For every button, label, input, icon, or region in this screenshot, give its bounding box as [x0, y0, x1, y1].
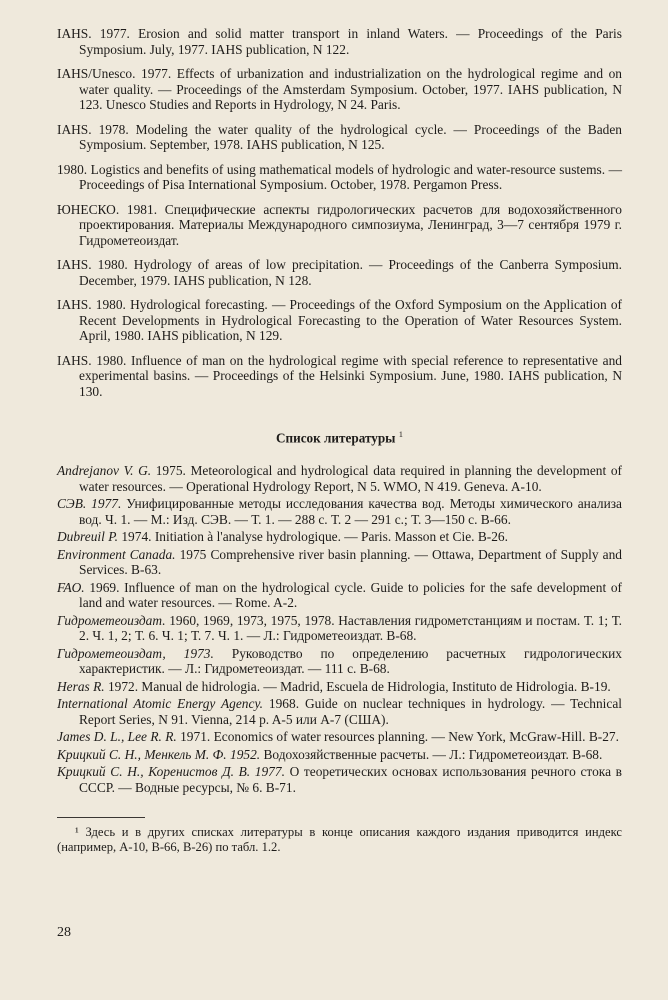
reference-author: James D. L., Lee R. R.: [57, 729, 177, 745]
reference-entry: [57, 613, 622, 644]
reference-entry: [57, 529, 622, 545]
reference-author: FAO.: [57, 579, 85, 595]
reference-entry: [57, 162, 622, 193]
reference-text: Водохозяйственные расчеты. — Л.: Гидрометеоиздат. B-68.: [260, 746, 603, 762]
reference-entry: [57, 496, 622, 527]
reference-text: 1971. Economics of water resources planning. — New York, McGraw-Hill. B-27.: [176, 729, 619, 745]
reference-author: Andrejanov V. G.: [57, 463, 152, 479]
reference-entry: [57, 646, 622, 677]
reference-author: Гидрометеоиздат.: [57, 612, 166, 628]
reference-entry: [57, 202, 622, 249]
reference-text: IAHS. 1978. Modeling the water quality of the hydrological cycle. — Proceedings of the Baden Symposium. September, 1978. IAHS publication, N 125.: [57, 121, 622, 152]
reference-text: Унифицированные методы исследования качества вод. Методы химического анализа вод. Ч. 1. — М.: Изд. СЭВ. — Т. 1. — 288 с. Т. 2 — 291 с.; Т. 3—150 с. B-66.: [79, 496, 622, 527]
reference-text: IAHS. 1980. Hydrological forecasting. — Proceedings of the Oxford Symposium on the Application of Recent Developments in Hydrological Forecasting to the Operation of Water Resources System. April, 1980. IAHS piblication, N 129.: [57, 297, 622, 343]
reference-entry: [57, 729, 622, 745]
footnote-divider: [57, 817, 145, 818]
reference-entry: [57, 353, 622, 400]
reference-author: Крицкий С. Н., Коренистов Д. В. 1977.: [57, 764, 285, 780]
reference-text: ЮНЕСКО. 1981. Специфические аспекты гидрологических расчетов для водохозяйственного проектирования. Материалы Международного симпозиума, Ленинград, 3—7 сентября 1979 г. Гидрометеоиздат.: [57, 201, 622, 248]
reference-author: Environment Canada.: [57, 546, 176, 562]
reference-text: 1972. Manual de hidrologia. — Madrid, Escuela de Hidrologia, Instituto de Hidrologia. B-19.: [104, 678, 611, 694]
reference-text: О теоретических основах использования речного стока в СССР. — Водные ресурсы, № 6. B-71.: [79, 764, 623, 795]
reference-text: 1975 Comprehensive river basin planning. — Ottawa, Department of Supply and Services. B-63.: [79, 546, 623, 578]
reference-author: Dubreuil P.: [57, 529, 119, 545]
page-number: 28: [57, 925, 71, 940]
reference-entry: [57, 679, 622, 695]
reference-entry: [57, 26, 622, 57]
reference-entry: [57, 764, 622, 795]
reference-entry: [57, 297, 622, 344]
section-title: [57, 429, 622, 446]
references-continued: [57, 26, 622, 399]
reference-entry: [57, 463, 622, 494]
reference-text: 1969. Influence of man on the hydrological cycle. Guide to policies for the safe development of land and water resources. — Rome. A-2.: [79, 579, 622, 611]
section-title-text: Список литературы: [275, 430, 396, 446]
reference-text: IAHS. 1977. Erosion and solid matter transport in inland Waters. — Proceedings of the Paris Symposium. July, 1977. IAHS publication, N 122.: [57, 26, 622, 57]
reference-entry: [57, 696, 622, 727]
reference-author: Гидрометеоиздат, 1973.: [57, 645, 214, 661]
reference-list: [57, 463, 622, 795]
reference-text: 1974. Initiation à l'analyse hydrologique. — Paris. Masson et Cie. B-26.: [118, 529, 508, 545]
footnote-marker: 1: [398, 429, 404, 439]
reference-author: Крицкий С. Н., Менкель М. Ф. 1952.: [57, 746, 261, 762]
reference-entry: [57, 257, 622, 288]
reference-entry: [57, 66, 622, 113]
reference-text: 1968. Guide on nuclear techniques in hydrology. — Technical Report Series, N 91. Vienna, 214 p. A-5 или A-7 (США).: [79, 696, 622, 727]
reference-text: IAHS. 1980. Influence of man on the hydrological regime with special reference to representative and experimental basins. — Proceedings of the Helsinki Symposium. June, 1980. IAHS publication, N 130.: [57, 352, 622, 399]
reference-entry: [57, 122, 622, 153]
reference-author: International Atomic Energy Agency.: [57, 696, 264, 712]
reference-text: 1960, 1969, 1973, 1975, 1978. Наставления гидрометстанциям и постам. Т. 1; Т. 2. Ч. 1, 2; Т. 6. Ч. 1; Т. 7. Ч. 1. — Л.: Гидрометеоиздат. B-68.: [79, 612, 622, 644]
reference-text: Руководство по определению расчетных гидрологических характеристик. — Л.: Гидрометеоиздат. — 111 с. B-68.: [79, 645, 622, 677]
reference-text: IAHS. 1980. Hydrology of areas of low precipitation. — Proceedings of the Canberra Symposium. December, 1979. IAHS publication, N 128.: [57, 257, 622, 288]
reference-entry: [57, 547, 622, 578]
reference-text: 1975. Meteorological and hydrological data required in planning the development of water resources. — Operational Hydrology Report, N 5. WMO, N 419. Geneva. A-10.: [79, 463, 622, 494]
reference-text: IAHS/Unesco. 1977. Effects of urbanization and industrialization on the hydrological regime and on water quality. — Proceedings of the Amsterdam Symposium. October, 1977. IAHS publication, N 123. Unesco Studies and Reports in Hydrology, N 24. Paris.: [57, 66, 622, 112]
reference-entry: [57, 747, 622, 763]
reference-entry: [57, 580, 622, 611]
footnote: ¹ Здесь и в других списках литературы в конце описания каждого издания приводится индекс (например, A-10, B-66, B-26) по табл. 1.2.: [57, 825, 622, 855]
reference-author: Heras R.: [57, 678, 105, 694]
reference-author: СЭВ. 1977.: [57, 496, 122, 512]
reference-text: 1980. Logistics and benefits of using mathematical models of hydrologic and water-resource sustems. — Proceedings of Pisa International Symposium. October, 1978. Pergamon Press.: [57, 161, 622, 192]
